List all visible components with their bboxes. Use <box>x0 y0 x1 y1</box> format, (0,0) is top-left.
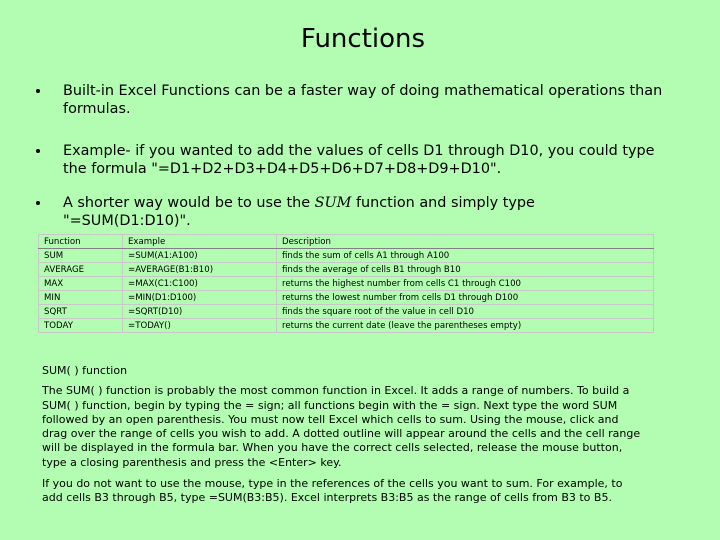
bullet-text-end: function and simply type "=SUM(D1:D10)". <box>63 195 535 229</box>
bullet-item <box>0 82 663 118</box>
bullet-text-sum: SUM <box>314 195 352 211</box>
cell-example: =MIN(D1:D100) <box>123 291 277 305</box>
cell-example: =AVERAGE(B1:B10) <box>123 263 277 277</box>
cell-function: MAX <box>39 277 123 291</box>
bullet-item <box>0 142 663 178</box>
slide-title: Functions <box>300 24 426 54</box>
header-function: Function <box>39 235 123 249</box>
table-row <box>39 319 654 333</box>
cell-example: =SQRT(D10) <box>123 305 277 319</box>
cell-example: =SUM(A1:A100) <box>123 249 277 263</box>
bullet-dot-icon <box>36 201 40 205</box>
bullet-list <box>0 82 720 230</box>
bullet-item <box>0 194 663 230</box>
bullet-text: Built-in Excel Functions can be a faster way of doing mathematical operations than formulas. <box>63 83 663 117</box>
notes-section <box>42 364 642 506</box>
cell-description: returns the lowest number from cells D1 through D100 <box>277 291 654 305</box>
table-row <box>39 249 654 263</box>
cell-function: MIN <box>39 291 123 305</box>
table-row <box>39 291 654 305</box>
bullet-dot-icon <box>36 149 40 153</box>
cell-example: =TODAY() <box>123 319 277 333</box>
table-row <box>39 263 654 277</box>
cell-description: finds the average of cells B1 through B10 <box>277 263 654 277</box>
bullet-text-start: A shorter way would be to use the <box>63 195 315 211</box>
notes-paragraph: The SUM( ) function is probably the most common function in Excel. It adds a range of numbers. To build a SUM( ) function, begin by typing the = sign; all functions begin with the = sign. Next type the word SUM followed by an open parenthesis. You must now tell Excel which cells to sum. Using the mouse, click and drag over the range of cells you wish to add. A dotted outline will appear around the cells and the cell range will be displayed in the formula bar. When you have the correct cells selected, release the mouse button, type a closing parenthesis and press the <Enter> key. <box>42 384 641 469</box>
cell-description: finds the sum of cells A1 through A100 <box>277 249 654 263</box>
cell-description: returns the current date (leave the parentheses empty) <box>277 319 654 333</box>
cell-function: SQRT <box>39 305 123 319</box>
header-description: Description <box>277 235 654 249</box>
cell-description: finds the square root of the value in cell D10 <box>277 305 654 319</box>
cell-function: AVERAGE <box>39 263 123 277</box>
cell-function: TODAY <box>39 319 123 333</box>
functions-table <box>38 234 654 333</box>
notes-paragraph: If you do not want to use the mouse, type in the references of the cells you want to sum. For example, to add cells B3 through B5, type =SUM(B3:B5). Excel interprets B3:B5 as the range of cells from B3 to B5. <box>42 477 623 505</box>
notes-heading: SUM( ) function <box>42 364 128 377</box>
bullet-dot-icon <box>36 89 40 93</box>
table-row <box>39 305 654 319</box>
cell-example: =MAX(C1:C100) <box>123 277 277 291</box>
cell-description: returns the highest number from cells C1 through C100 <box>277 277 654 291</box>
table-header-row <box>39 235 654 249</box>
table-row <box>39 277 654 291</box>
header-example: Example <box>123 235 277 249</box>
bullet-text: Example- if you wanted to add the values of cells D1 through D10, you could type the formula "=D1+D2+D3+D4+D5+D6+D7+D8+D9+D10". <box>63 143 655 177</box>
cell-function: SUM <box>39 249 123 263</box>
